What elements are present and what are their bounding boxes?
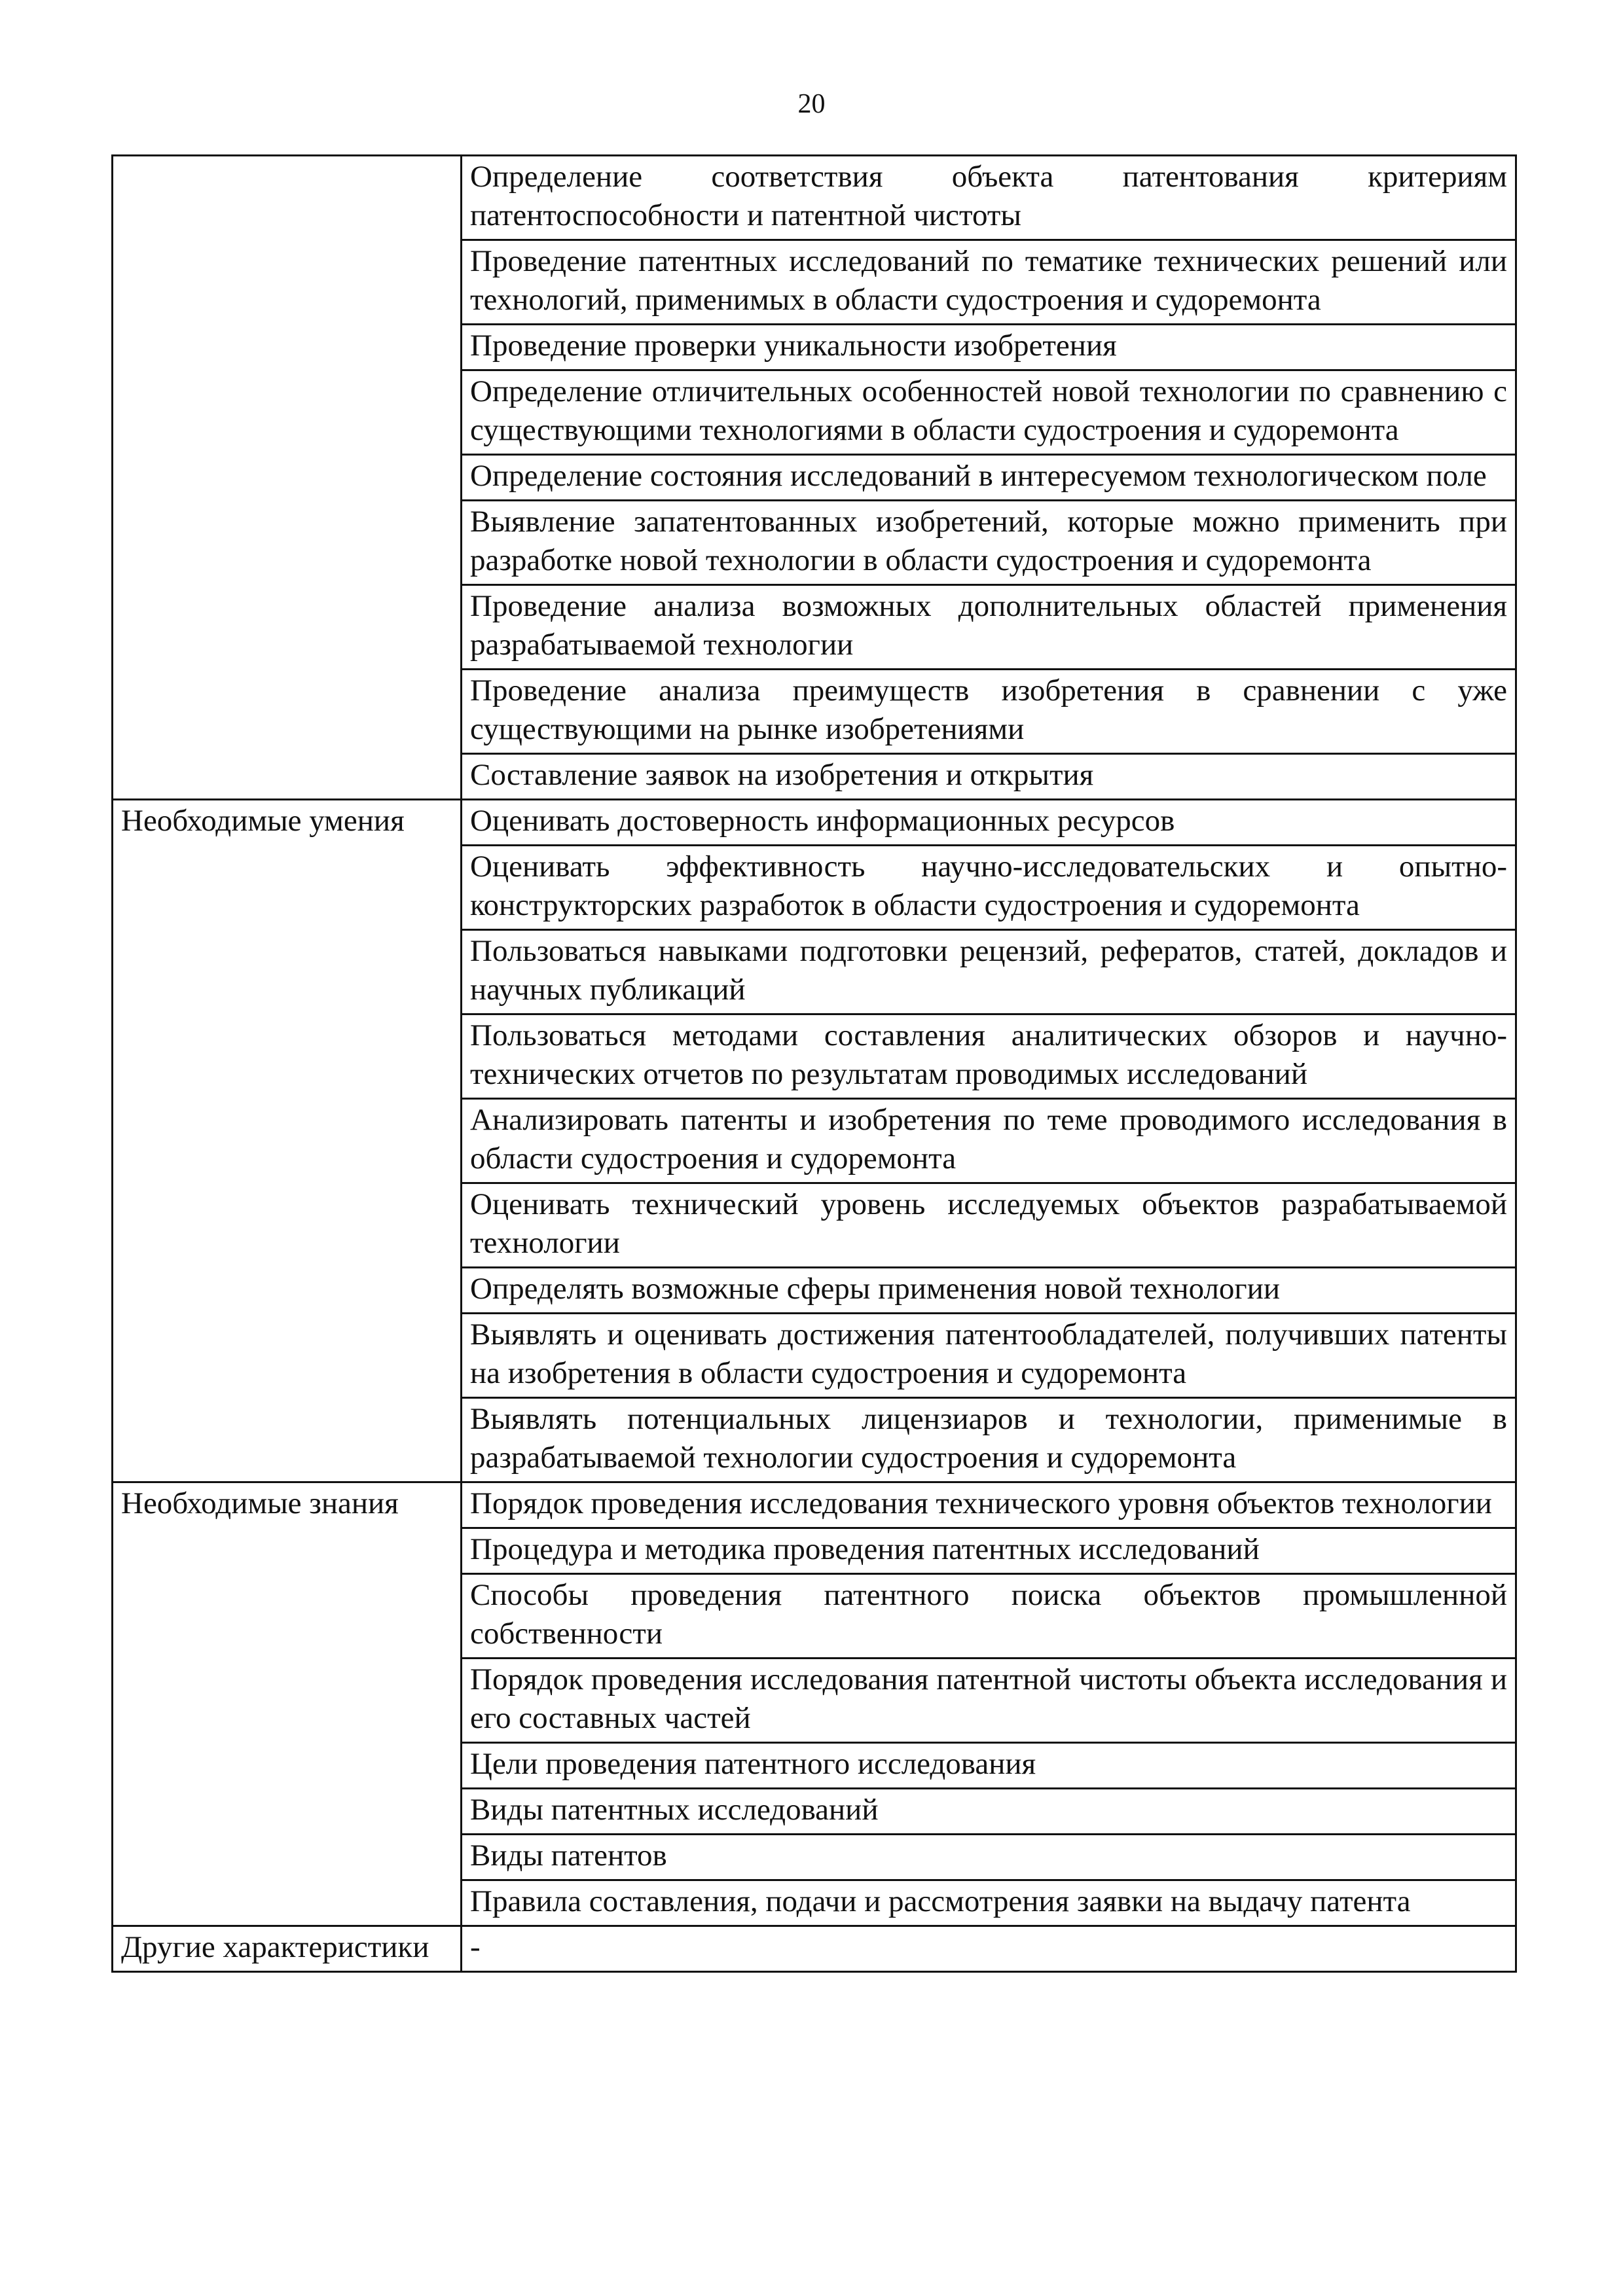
table-cell: Определение отличительных особенностей новой технологии по сравнению с существующими технологиями в области судостроения и судоремонта	[462, 370, 1516, 455]
table-cell: Виды патентных исследований	[462, 1789, 1516, 1835]
section-label-other: Другие характеристики	[113, 1926, 462, 1972]
section-label	[113, 156, 462, 800]
table-cell: Виды патентов	[462, 1835, 1516, 1880]
table-cell: Определение соответствия объекта патентования критериям патентоспособности и патентной чистоты	[462, 156, 1516, 240]
table-cell: Пользоваться навыками подготовки рецензий, рефератов, статей, докладов и научных публикаций	[462, 930, 1516, 1014]
table-cell: Определять возможные сферы применения новой технологии	[462, 1268, 1516, 1314]
table-row	[113, 156, 1516, 240]
table-cell: Выявлять потенциальных лицензиаров и технологии, применимые в разрабатываемой технологии судостроения и судоремонта	[462, 1398, 1516, 1482]
table-cell: -	[462, 1926, 1516, 1972]
table-cell: Определение состояния исследований в интересуемом технологическом поле	[462, 455, 1516, 501]
table-row	[113, 800, 1516, 846]
table-row	[113, 1926, 1516, 1972]
table-cell: Проведение проверки уникальности изобретения	[462, 325, 1516, 370]
table-cell: Порядок проведения исследования патентной чистоты объекта исследования и его составных частей	[462, 1659, 1516, 1743]
table-cell: Оценивать эффективность научно-исследовательских и опытно-конструкторских разработок в области судостроения и судоремонта	[462, 846, 1516, 930]
table-cell: Процедура и методика проведения патентных исследований	[462, 1528, 1516, 1574]
table-cell: Выявление запатентованных изобретений, которые можно применить при разработке новой технологии в области судостроения и судоремонта	[462, 501, 1516, 585]
table-cell: Оценивать достоверность информационных ресурсов	[462, 800, 1516, 846]
table-cell: Выявлять и оценивать достижения патентообладателей, получивших патенты на изобретения в области судостроения и судоремонта	[462, 1314, 1516, 1398]
section-label-skills: Необходимые умения	[113, 800, 462, 1482]
table-cell: Проведение анализа преимуществ изобретения в сравнении с уже существующими на рынке изобретениями	[462, 670, 1516, 754]
qualification-table	[111, 154, 1517, 1973]
table-cell: Правила составления, подачи и рассмотрения заявки на выдачу патента	[462, 1880, 1516, 1926]
page-number: 20	[797, 89, 826, 119]
table-cell: Проведение патентных исследований по тематике технических решений или технологий, применимых в области судостроения и судоремонта	[462, 240, 1516, 325]
table-row	[113, 1482, 1516, 1528]
table-cell: Способы проведения патентного поиска объектов промышленной собственности	[462, 1574, 1516, 1659]
table-cell: Проведение анализа возможных дополнительных областей применения разрабатываемой технологии	[462, 585, 1516, 670]
table-cell: Цели проведения патентного исследования	[462, 1743, 1516, 1789]
table-cell: Оценивать технический уровень исследуемых объектов разрабатываемой технологии	[462, 1183, 1516, 1268]
section-label-knowledge: Необходимые знания	[113, 1482, 462, 1926]
table-cell: Порядок проведения исследования технического уровня объектов технологии	[462, 1482, 1516, 1528]
table-cell: Пользоваться методами составления аналитических обзоров и научно-технических отчетов по результатам проводимых исследований	[462, 1014, 1516, 1099]
table-cell: Составление заявок на изобретения и открытия	[462, 754, 1516, 800]
table-cell: Анализировать патенты и изобретения по теме проводимого исследования в области судостроения и судоремонта	[462, 1099, 1516, 1183]
